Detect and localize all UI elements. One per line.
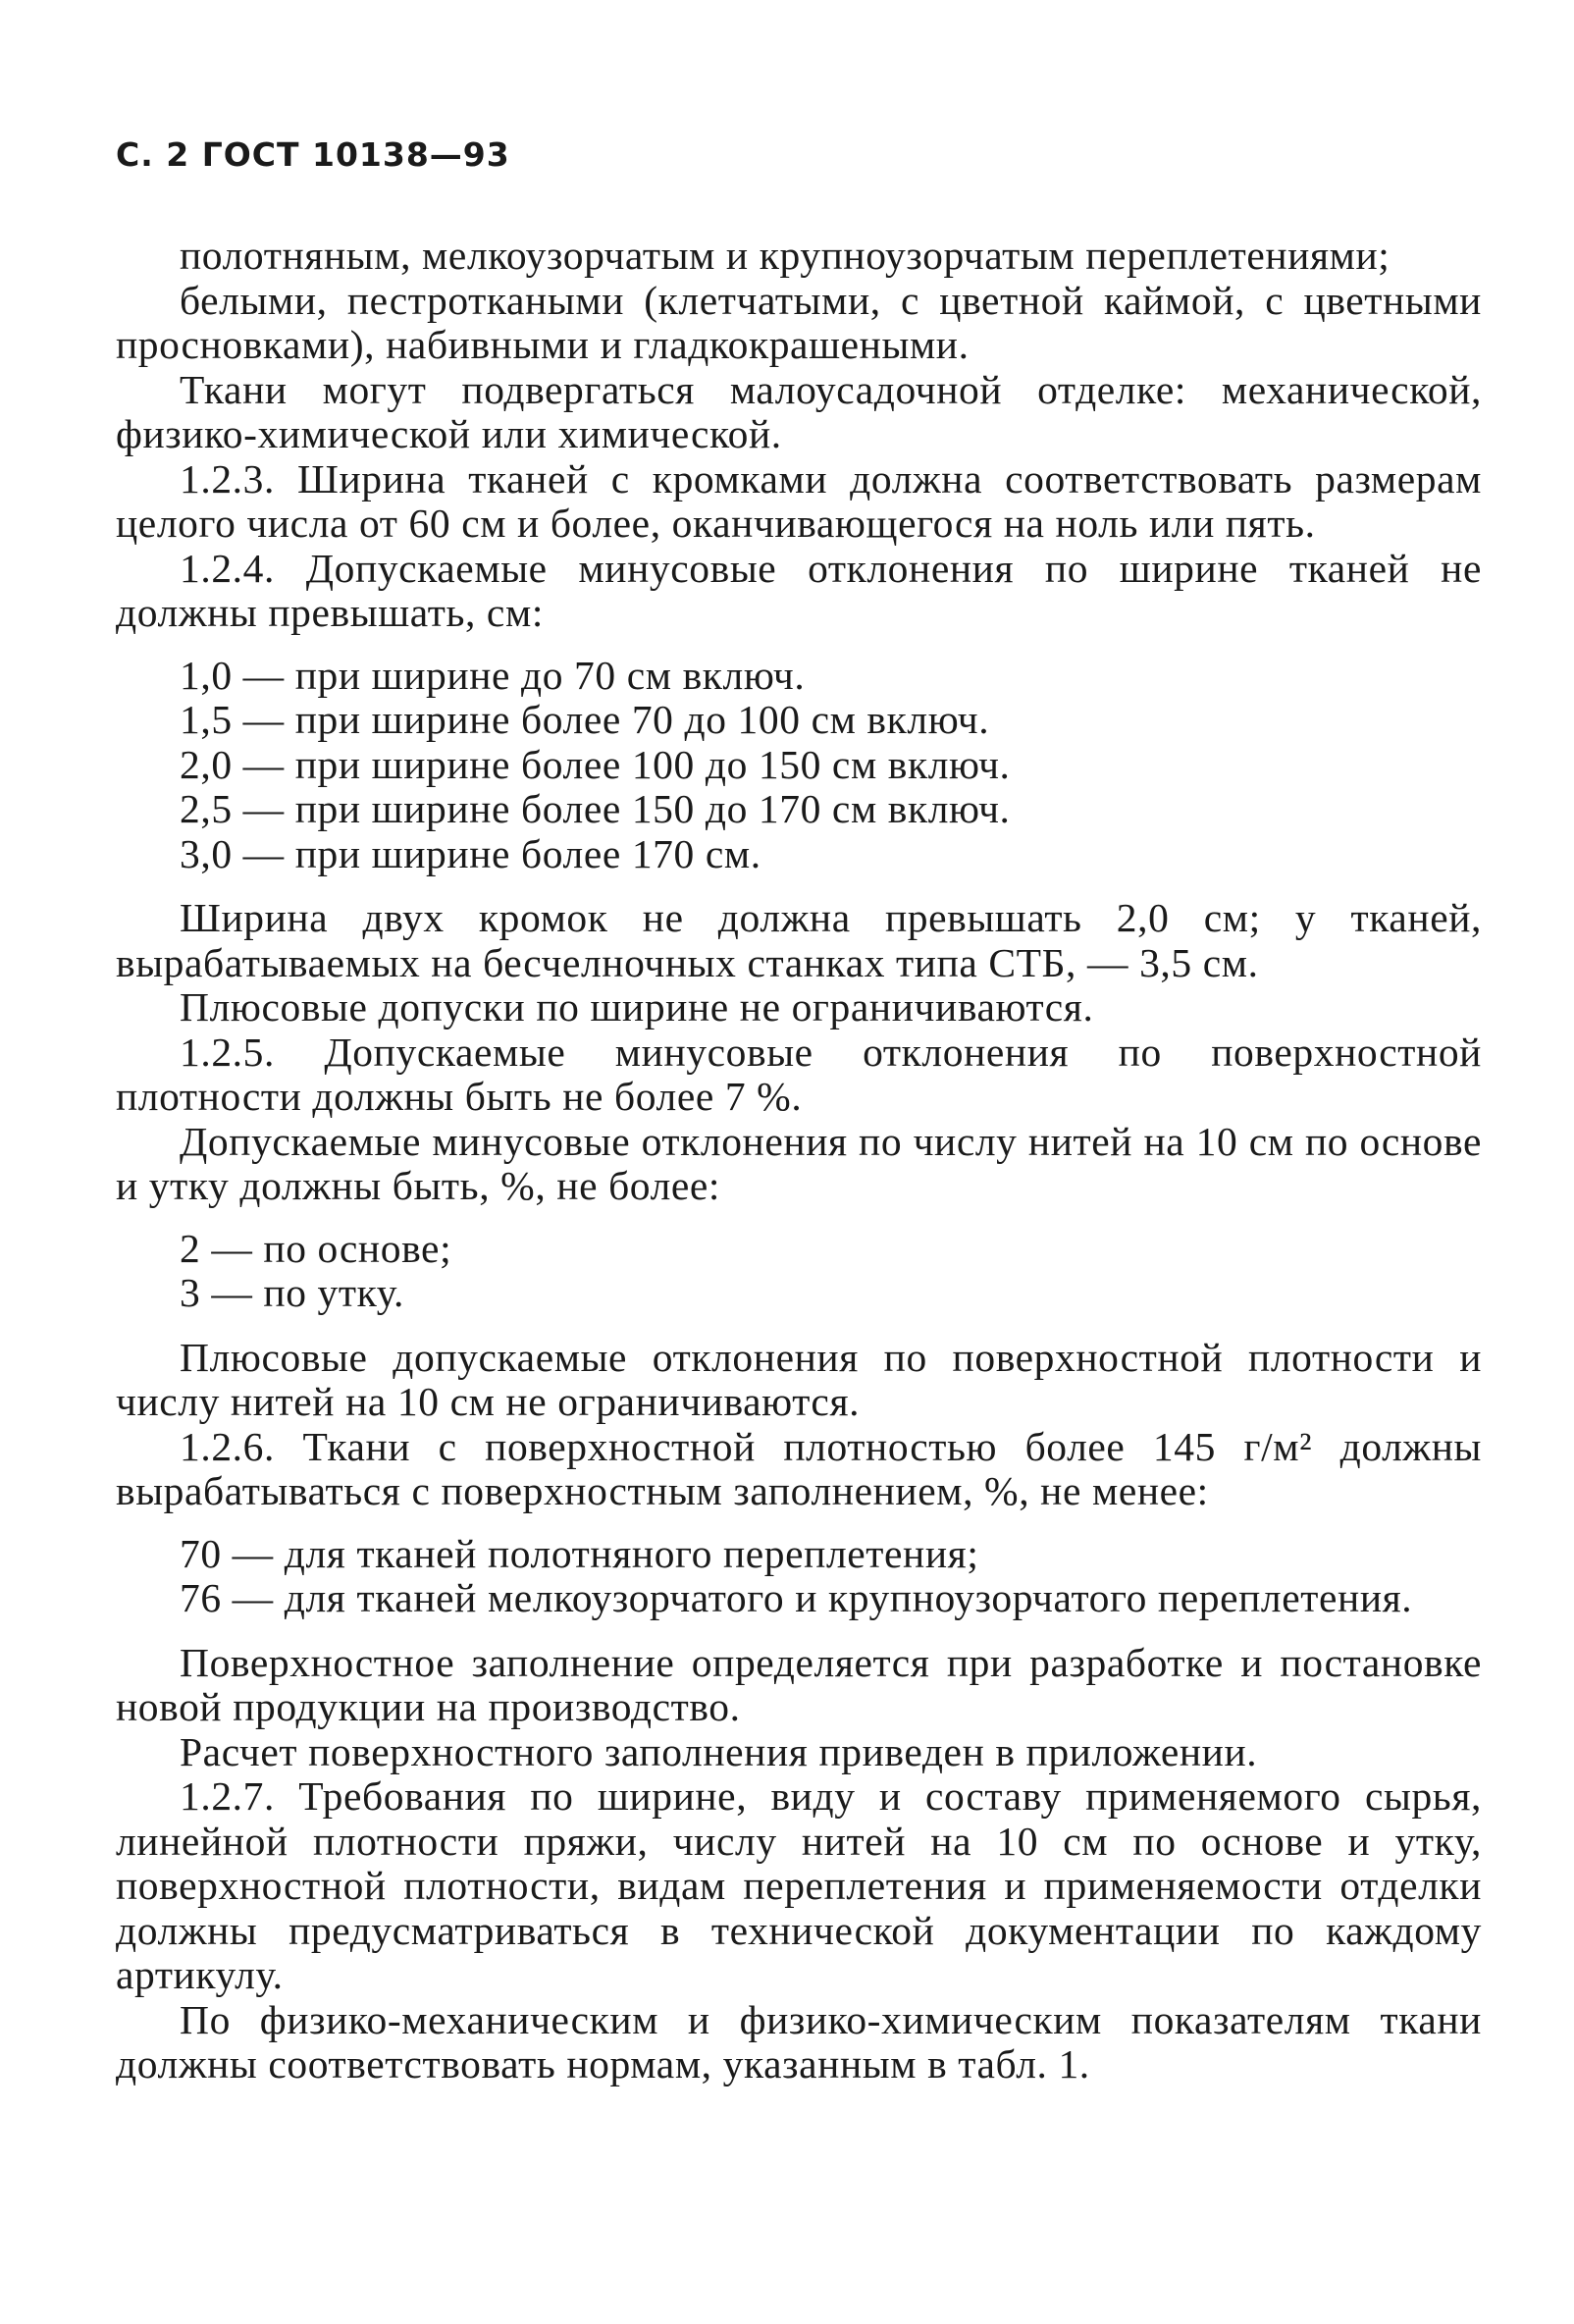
paragraph: Ширина двух кромок не должна превышать 2,0 см; у тканей, вырабатываемых на бесчелночных станках типа СТБ, — 3,5 см. (116, 895, 1482, 985)
list-item: 1,5 — при ширине более 70 до 100 см включ. (180, 697, 990, 742)
paragraph: Допускаемые минусовые отклонения по числу нитей на 10 см по основе и утку должны быть, %, не более: (116, 1118, 1482, 1208)
list-item: 2,5 — при ширине более 150 до 170 см включ. (180, 786, 1011, 831)
list-item: 2,0 — при ширине более 100 до 150 см включ. (180, 741, 1011, 787)
paragraph: 1.2.5. Допускаемые минусовые отклонения по поверхностной плотности должны быть не более 7 %. (116, 1029, 1482, 1119)
document-body (116, 234, 1482, 2087)
list-item: 70 — для тканей полотняного переплетения; (180, 1530, 979, 1576)
list-item: 3,0 — при ширине более 170 см. (180, 830, 761, 876)
paragraph: Плюсовые допускаемые отклонения по поверхностной плотности и числу нитей на 10 см не ограничиваются. (116, 1334, 1482, 1424)
list-item: 76 — для тканей мелкоузорчатого и крупноузорчатого переплетения. (180, 1575, 1413, 1620)
paragraph: По физико-механическим и физико-химическим показателям ткани должны соответствовать нормам, указанным в табл. 1. (116, 1996, 1482, 2086)
list-item: 1,0 — при ширине до 70 см включ. (180, 652, 806, 698)
paragraph: 1.2.3. Ширина тканей с кромками должна соответствовать размерам целого числа от 60 см и более, оканчивающегося на ноль или пять. (116, 455, 1482, 546)
list-item: 2 — по основе; (180, 1225, 452, 1271)
paragraph: полотняным, мелкоузорчатым и крупноузорчатым переплетениями; (180, 233, 1390, 278)
paragraph: Плюсовые допуски по ширине не ограничиваются. (180, 984, 1094, 1030)
paragraph: 1.2.6. Ткани с поверхностной плотностью более 145 г/м² должны вырабатываться с поверхностным заполнением, %, не менее: (116, 1423, 1482, 1513)
paragraph: Поверхностное заполнение определяется при разработке и постановке новой продукции на производство. (116, 1639, 1482, 1729)
paragraph: 1.2.4. Допускаемые минусовые отклонения по ширине тканей не должны превышать, см: (116, 545, 1482, 635)
paragraph: Расчет поверхностного заполнения приведен в приложении. (180, 1728, 1258, 1774)
list-item: 3 — по утку. (180, 1270, 404, 1315)
paragraph: Ткани могут подвергаться малоусадочной отделке: механической, физико-химической или химической. (116, 366, 1482, 456)
paragraph: белыми, пестроткаными (клетчатыми, с цветной каймой, с цветными просновками), набивными и гладкокрашеными. (116, 277, 1482, 367)
paragraph: 1.2.7. Требования по ширине, виду и составу применяемого сырья, линейной плотности пряжи, числу нитей на 10 см по основе и утку, поверхностной плотности, видам переплетения и применяемости отделки должны предусматриваться в технической документации по каждому артикулу. (116, 1773, 1482, 1997)
page-header: С. 2 ГОСТ 10138—93 (116, 135, 510, 174)
